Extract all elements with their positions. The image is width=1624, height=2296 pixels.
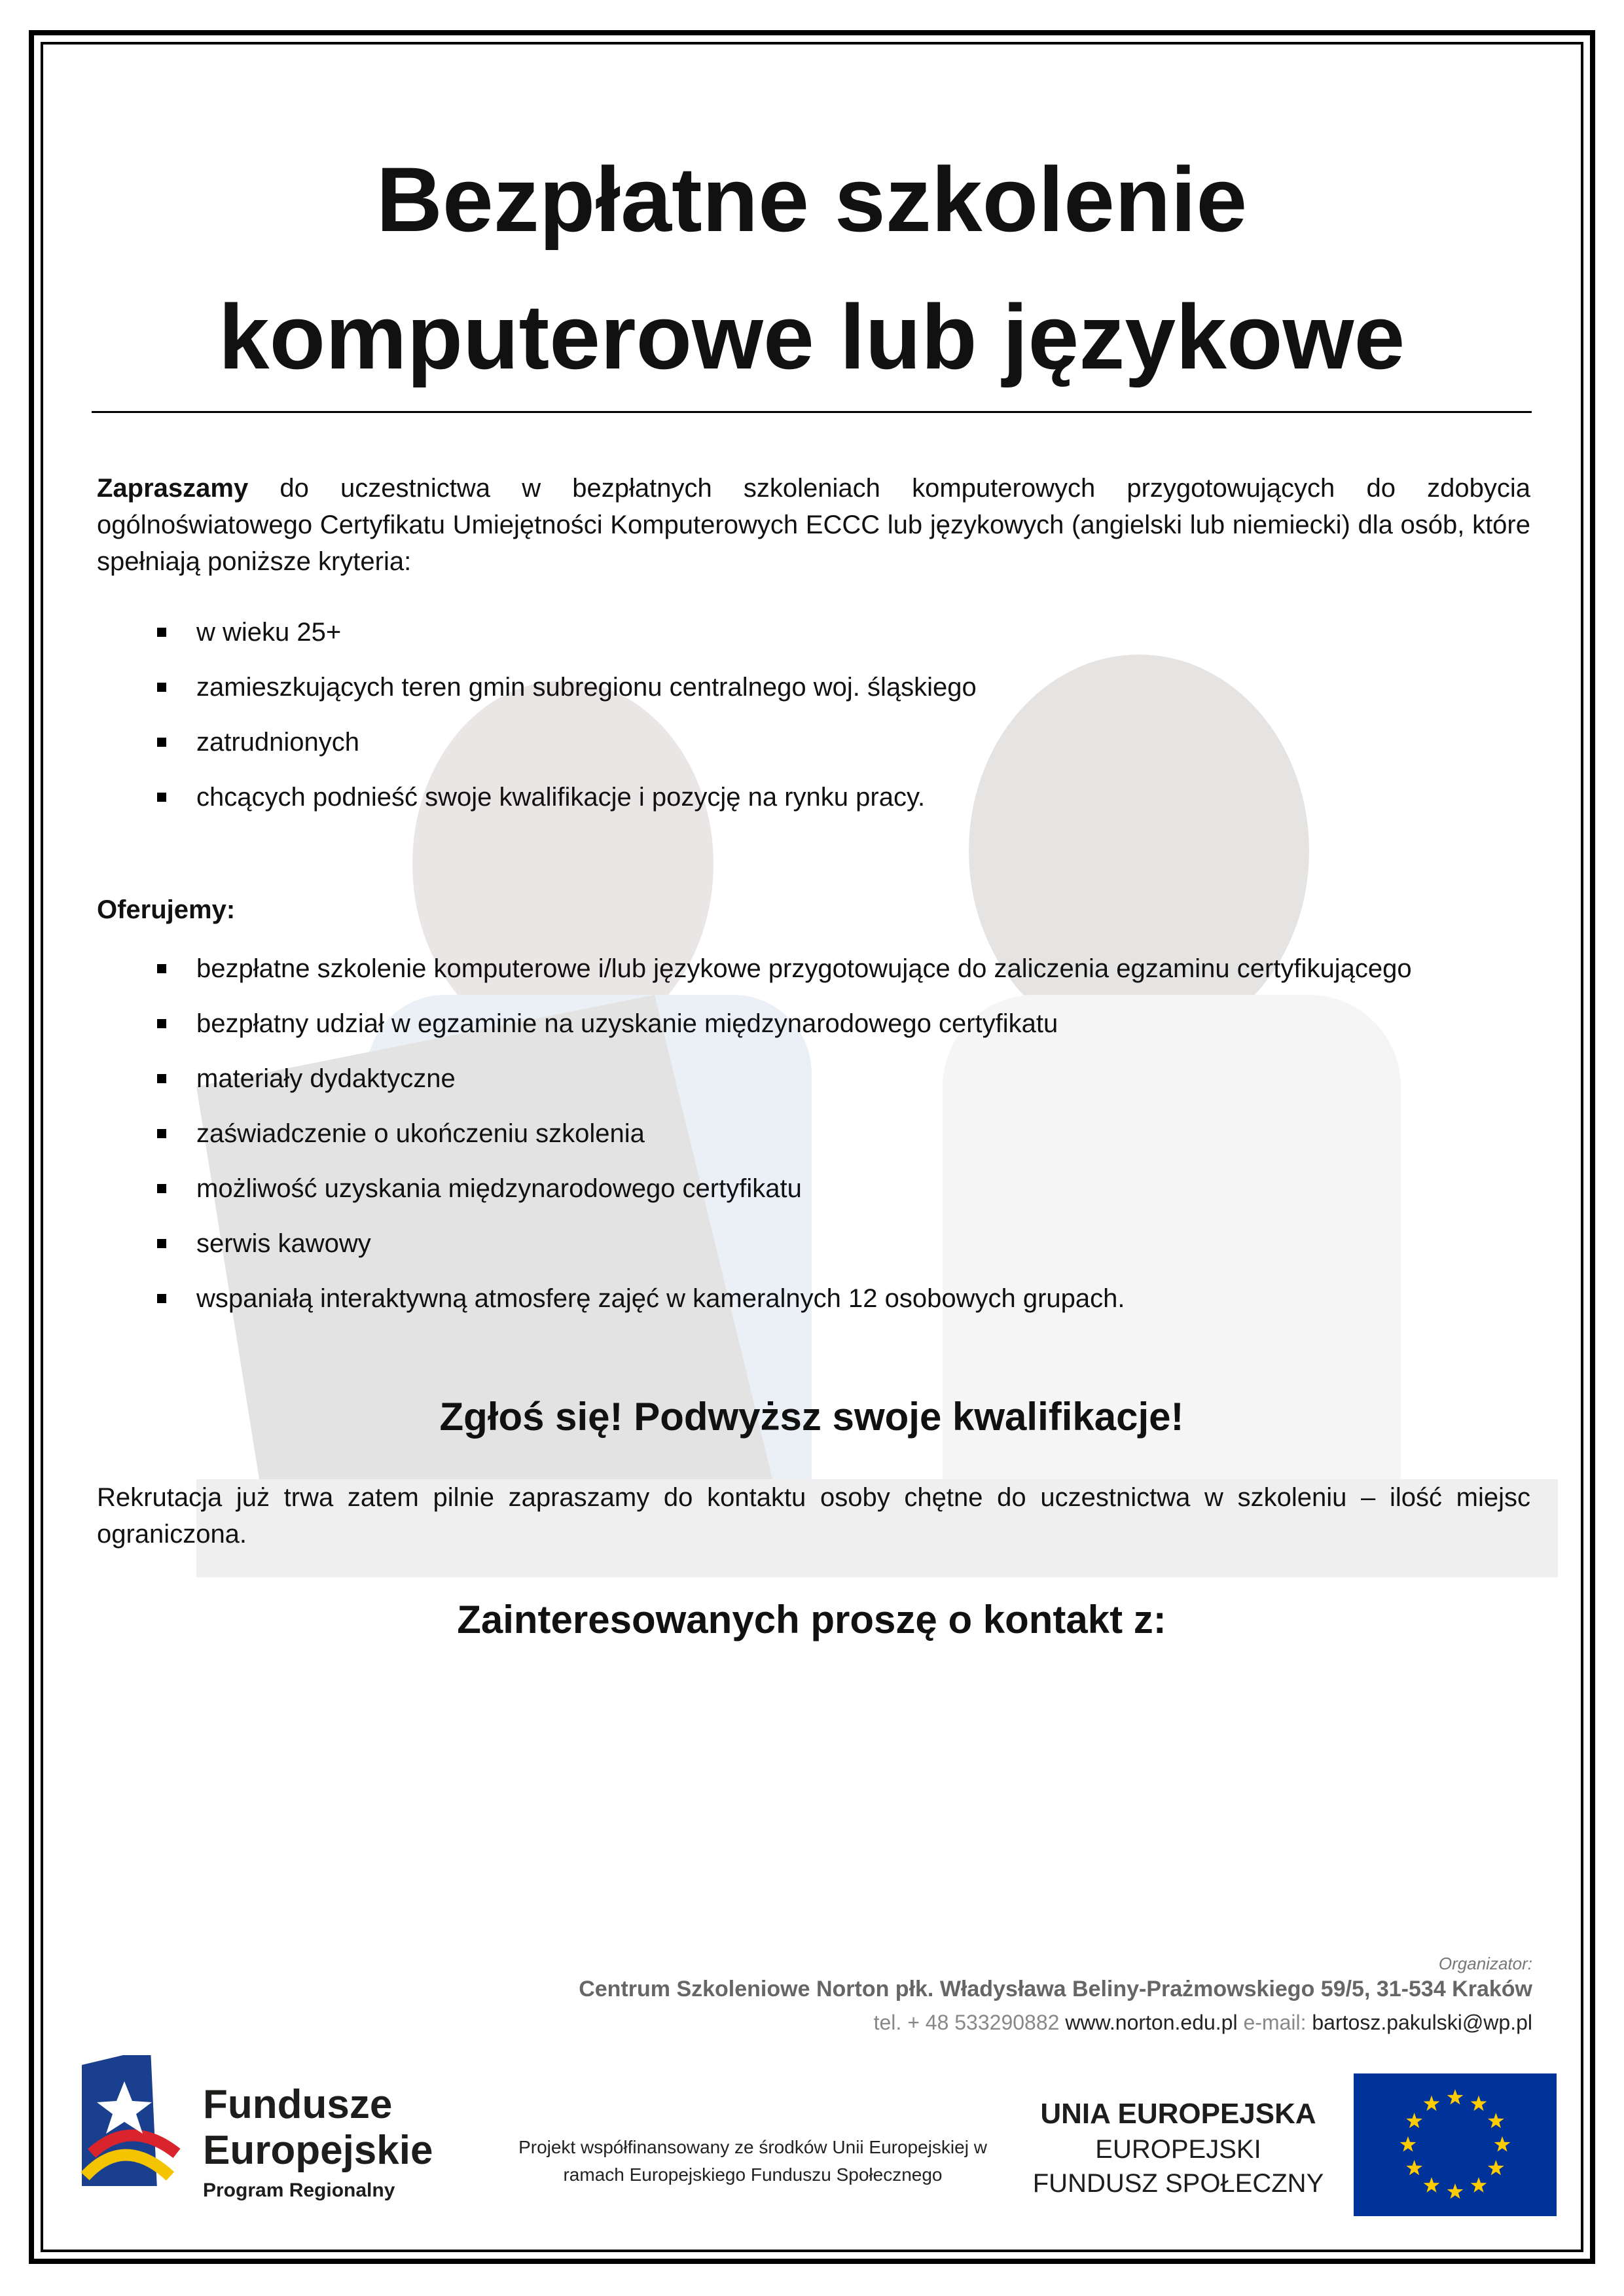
list-item: zaświadczenie o ukończeniu szkolenia — [97, 1115, 1530, 1170]
bullet-square-icon — [157, 793, 166, 802]
organizer-website-link[interactable]: www.norton.edu.pl — [1065, 2011, 1238, 2034]
fe-logo-line-1: Fundusze — [203, 2082, 393, 2127]
list-item: bezpłatne szkolenie komputerowe i/lub językowe przygotowujące do zaliczenia egzaminu certyfikującego — [97, 950, 1530, 1005]
bullet-square-icon — [157, 964, 166, 973]
bullet-square-icon — [157, 1239, 166, 1248]
criteria-list — [97, 614, 1530, 834]
offer-list — [97, 950, 1530, 1335]
fe-logo-line-2: Europejskie — [203, 2128, 433, 2173]
fe-logo-line-3: Program Regionalny — [203, 2179, 395, 2201]
title-divider — [92, 411, 1532, 413]
organizer-label: Organizator: — [1438, 1954, 1532, 1973]
ue-logo-line-2: EUROPEJSKI — [1095, 2135, 1261, 2164]
bullet-square-icon — [157, 738, 166, 747]
organizer-phone: tel. + 48 533290882 — [873, 2011, 1066, 2034]
bullet-square-icon — [157, 1019, 166, 1028]
intro-paragraph — [97, 470, 1530, 580]
recruitment-paragraph: Rekrutacja już trwa zatem pilnie zapraszamy do kontaktu osoby chętne do uczestnictwa w szkoleniu – ilość miejsc ograniczona. — [97, 1483, 1530, 1549]
ue-logo-line-1: UNIA EUROPEJSKA — [1040, 2098, 1316, 2130]
list-item: chcących podnieść swoje kwalifikacje i pozycję na rynku pracy. — [97, 779, 1530, 834]
organizer-name: Centrum Szkoleniowe Norton płk. Władysława Beliny-Prażmowskiego 59/5, 31-534 Kraków — [579, 1977, 1532, 2001]
bullet-square-icon — [157, 1129, 166, 1138]
list-item: możliwość uzyskania międzynarodowego certyfikatu — [97, 1170, 1530, 1225]
bullet-square-icon — [157, 628, 166, 637]
project-note-line-1: Projekt współfinansowany ze środków Unii Europejskiej w — [518, 2137, 987, 2157]
organizer-email-link[interactable]: bartosz.pakulski@wp.pl — [1312, 2011, 1532, 2034]
offer-heading: Oferujemy: — [97, 895, 236, 924]
bullet-square-icon — [157, 683, 166, 692]
organizer-contact — [874, 2011, 1532, 2035]
list-item: w wieku 25+ — [97, 614, 1530, 669]
bullet-square-icon — [157, 1074, 166, 1083]
ue-logo-line-3: FUNDUSZ SPOŁECZNY — [1032, 2169, 1324, 2198]
list-item: materiały dydaktyczne — [97, 1060, 1530, 1115]
bullet-square-icon — [157, 1294, 166, 1303]
list-item: bezpłatny udział w egzaminie na uzyskanie międzynarodowego certyfikatu — [97, 1005, 1530, 1060]
organizer-email-label: e-mail: — [1237, 2011, 1312, 2034]
title-line-1: Bezpłatne szkolenie — [376, 148, 1248, 251]
list-item: zamieszkujących teren gmin subregionu centralnego woj. śląskiego — [97, 669, 1530, 724]
project-note-line-2: ramach Europejskiego Funduszu Społecznego — [563, 2164, 943, 2185]
list-item: wspaniałą interaktywną atmosferę zajęć w kameralnych 12 osobowych grupach. — [97, 1280, 1530, 1335]
list-item: zatrudnionych — [97, 724, 1530, 779]
call-to-action: Zgłoś się! Podwyższ swoje kwalifikacje! — [439, 1395, 1184, 1439]
project-note — [471, 2134, 1034, 2189]
eu-flag-icon — [1354, 2073, 1557, 2216]
contact-heading: Zainteresowanych proszę o kontakt z: — [457, 1598, 1166, 1641]
bullet-square-icon — [157, 1184, 166, 1193]
intro-lead: Zapraszamy — [97, 474, 249, 503]
title-line-2: komputerowe lub językowe — [218, 285, 1405, 388]
list-item: serwis kawowy — [97, 1225, 1530, 1280]
intro-text: do uczestnictwa w bezpłatnych szkoleniach komputerowych przygotowujących do zdobycia ogólnoświatowego Certyfikatu Umiejętności Komputerowych ECCC lub językowych (angielski lub niemiecki) dla osób, które spełniają poniższe kryteria: — [97, 474, 1530, 576]
